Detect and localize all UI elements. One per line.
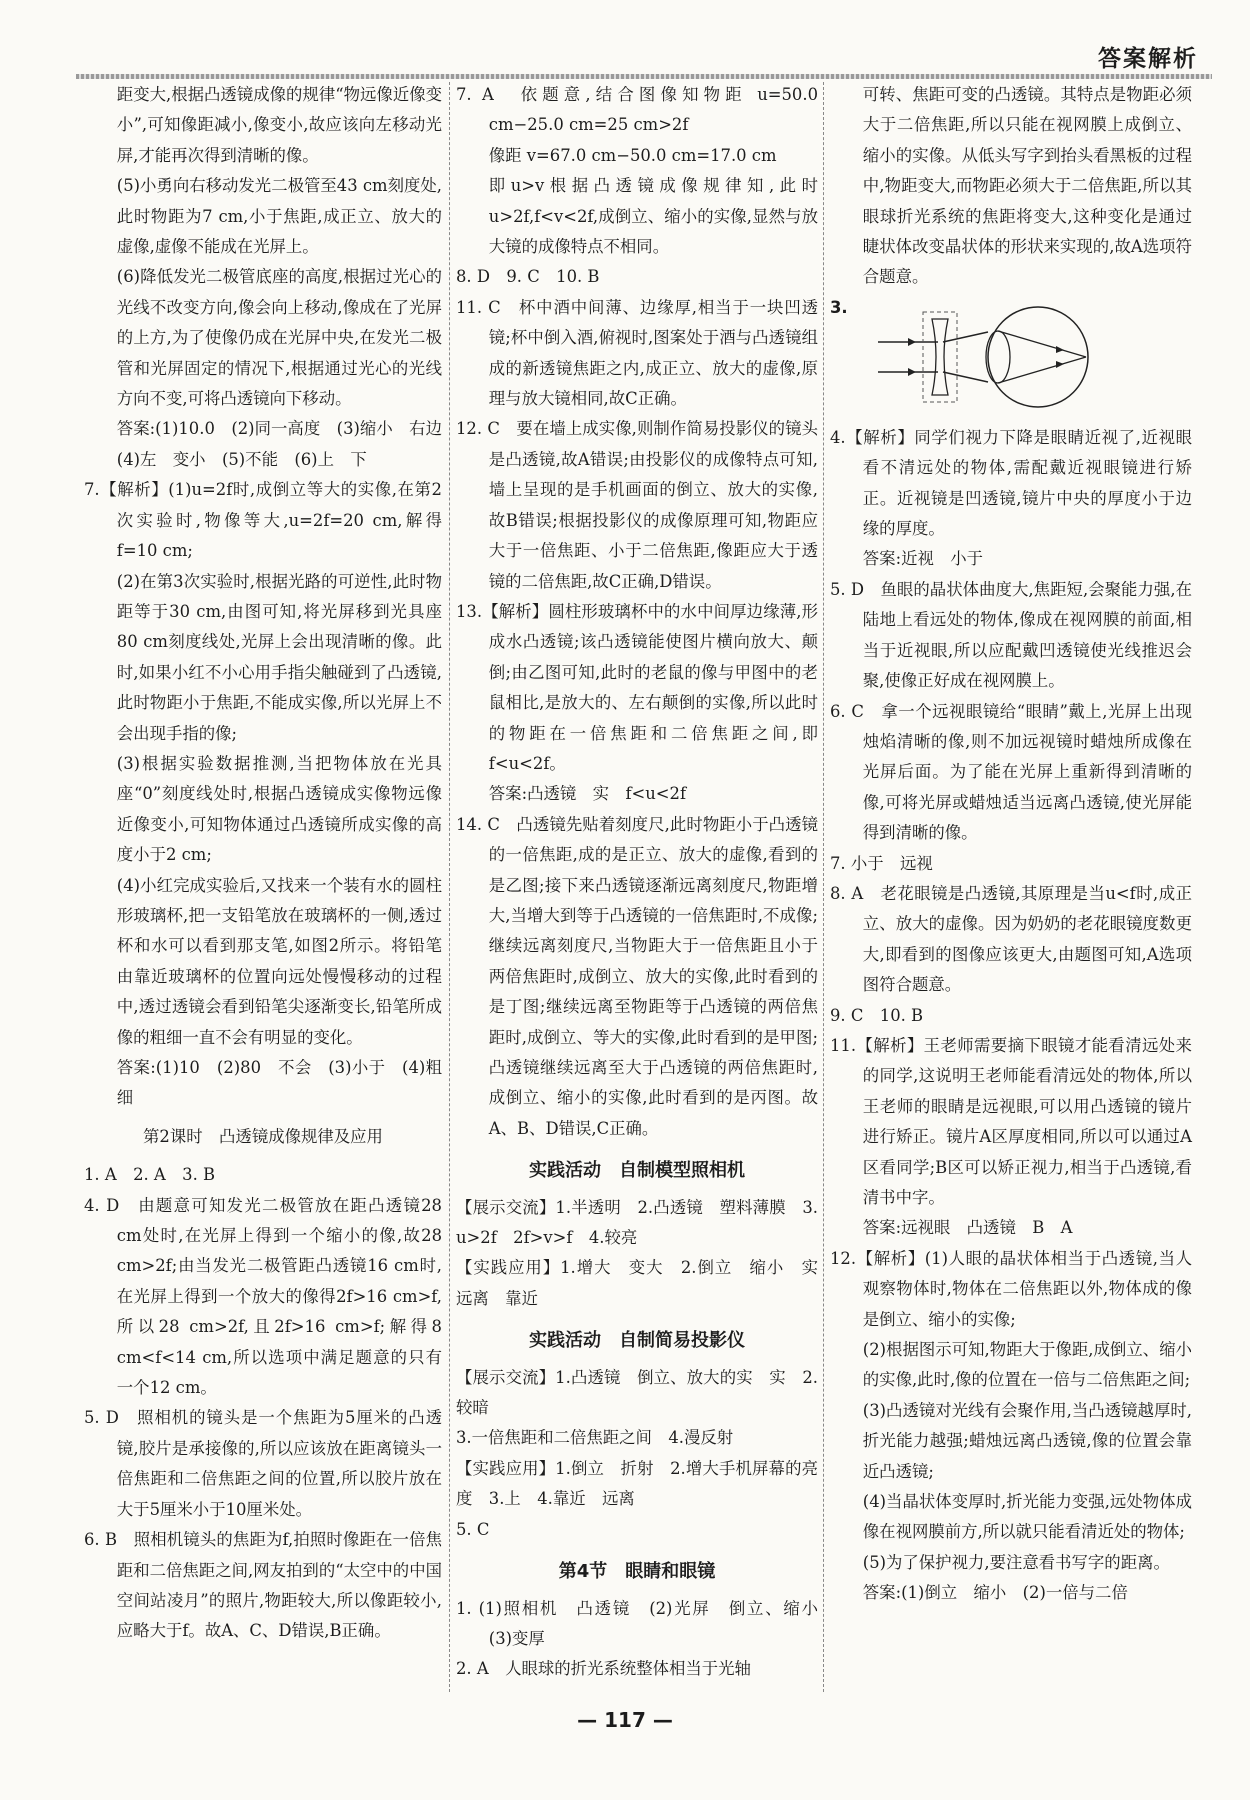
answer-paragraph: 2. A 人眼球的折光系统整体相当于光轴 xyxy=(456,1659,751,1679)
answer-paragraph: 4. D 由题意可知发光二极管放在距凸透镜28 cm处时,在光屏上得到一个缩小的像,故28 cm>2f;由当发光二极管距凸透镜16 cm时,在光屏上得到一个放大的像得2f>16 cm>f,所以28 cm>2f,且2f>16 cm>f;解得8 cm<f<14 cm,所以选项中满足题意的只有一个12 cm。 xyxy=(84,1195,442,1398)
answer-paragraph: 1. A 2. A 3. B xyxy=(84,1165,216,1185)
answer-paragraph: (5)小勇向右移动发光二极管至43 cm刻度处,此时物距为7 cm,小于焦距,成正立、放大的虚像,虚像不能成在光屏上。 xyxy=(116,176,442,257)
answer-paragraph: (4)当晶状体变厚时,折光能力变强,远处物体成像在视网膜前方,所以就只能看清近处的物体; xyxy=(862,1492,1192,1542)
column-separator xyxy=(823,82,824,1692)
answer-column-3 xyxy=(830,80,1192,1685)
answer-paragraph: 7. 小于 远视 xyxy=(830,853,933,873)
page-number: — 117 — xyxy=(577,1708,673,1732)
answer-column-2 xyxy=(456,80,835,1685)
answer-paragraph: 12.【解析】(1)人眼的晶状体相当于凸透镜,当人观察物体时,物体在二倍焦距以外,物体成的像是倒立、缩小的实像; xyxy=(830,1248,1192,1329)
answer-paragraph: 6. C 拿一个远视眼镜给“眼睛”戴上,光屏上出现烛焰清晰的像,则不加远视镜时蜡烛所成像在光屏后面。为了能在光屏上重新得到清晰的像,可将光屏或蜡烛适当远离凸透镜,使光屏能得到清晰的像。 xyxy=(830,701,1192,843)
header-rule xyxy=(76,74,1212,79)
section-heading: 第4节 眼睛和眼镜 xyxy=(558,1561,716,1583)
answer-paragraph: 可转、焦距可变的凸透镜。其特点是物距必须大于二倍焦距,所以只能在视网膜上成倒立、缩小的实像。从低头写字到抬头看黑板的过程中,物距变大,而物距必须大于二倍焦距,所以其眼球折光系统的焦距将变大,这种变化是通过睫状体改变晶状体的形状来实现的,故A选项符合题意。 xyxy=(862,85,1192,287)
answer-paragraph: 14. C 凸透镜先贴着刻度尺,此时物距小于凸透镜的一倍焦距,成的是正立、放大的虚像,看到的是乙图;接下来凸透镜逐渐远离刻度尺,物距增大,当增大到等于凸透镜的一倍焦距时,不成像;继续远离刻度尺,当物距大于一倍焦距且小于两倍焦距时,成倒立、放大的实像,此时看到的是丁图;继续远离至物距等于凸透镜的两倍焦距时,成倒立、等大的实像,此时看到的是甲图;凸透镜继续远离至大于凸透镜的两倍焦距时,成倒立、缩小的实像,此时看到的是丙图。故A、B、D错误,C正确。 xyxy=(456,814,818,1138)
answer-paragraph: 12. C 要在墙上成实像,则制作简易投影仪的镜头是凸透镜,故A错误;由投影仪的成像特点可知,墙上呈现的是手机画面的倒立、放大的实像,故B错误;根据投影仪的成像原理可知,物距应大于一倍焦距、小于二倍焦距,像距应大于透镜的二倍焦距,故C正确,D错误。 xyxy=(456,419,818,591)
answer-paragraph: 7.【解析】(1)u=2f时,成倒立等大的实像,在第2次实验时,物像等大,u=2f=20 cm,解得 f=10 cm; xyxy=(84,480,442,561)
answer-paragraph: 3.一倍焦距和二倍焦距之间 4.漫反射 xyxy=(456,1428,734,1448)
answer-paragraph: 11.【解析】王老师需要摘下眼镜才能看清远处来的同学,这说明王老师能看清远处的物体,所以王老师的眼睛是远视眼,可以用凸透镜的镜片进行矫正。镜片A区厚度相同,所以可以通过A区看同学;B区可以矫正视力,相当于凸透镜,看清书中字。 xyxy=(830,1035,1192,1207)
column-separator xyxy=(449,82,450,1692)
answer-paragraph: (3)根据实验数据推测,当把物体放在光具座“0”刻度线处时,根据凸透镜成实像物远像近像变小,可知物体通过凸透镜所成实像的高度小于2 cm; xyxy=(116,753,442,865)
answer-paragraph: 9. C 10. B xyxy=(830,1005,924,1025)
answer-paragraph: 1. (1)照相机 凸透镜 (2)光屏 倒立、缩小 (3)变厚 xyxy=(456,1598,835,1648)
answer-paragraph: 答案:(1)10 (2)80 不会 (3)小于 (4)粗细 xyxy=(116,1058,442,1108)
answer-paragraph: 【展示交流】1.半透明 2.凸透镜 塑料薄膜 3. u>2f 2f>v>f 4.较亮 xyxy=(456,1197,818,1248)
section-heading: 实践活动 自制简易投影仪 xyxy=(529,1330,745,1352)
answer-paragraph: 答案:(1)倒立 缩小 (2)一倍与二倍 xyxy=(862,1583,1128,1603)
answer-paragraph: (2)在第3次实验时,根据光路的可逆性,此时物距等于30 cm,由图可知,将光屏移到光具座80 cm刻度线处,光屏上会出现清晰的像。此时,如果小红不小心用手指尖触碰到了凸透镜,此时物距小于焦距,不能成实像,所以光屏上不会出现手指的像; xyxy=(116,571,442,743)
answer-paragraph: 5. D 照相机的镜头是一个焦距为5厘米的凸透镜,胶片是承接像的,所以应该放在距离镜头一倍焦距和二倍焦距之间的位置,所以胶片放在大于5厘米小于10厘米处。 xyxy=(84,1408,442,1519)
answer-paragraph: 【展示交流】1.凸透镜 倒立、放大的实 实 2.较暗 xyxy=(456,1367,818,1418)
answer-paragraph: 答案:远视眼 凸透镜 B A xyxy=(862,1218,1073,1238)
answer-paragraph: (2)根据图示可知,物距大于像距,成倒立、缩小的实像,此时,像的位置在一倍与二倍焦距之间; xyxy=(862,1340,1192,1390)
answer-paragraph: 6. B 照相机镜头的焦距为f,拍照时像距在一倍焦距和二倍焦距之间,网友拍到的“太空中的中国空间站凌月”的照片,物距较大,所以像距较小,应略大于f。故A、C、D错误,B正确。 xyxy=(84,1530,442,1641)
section-heading: 第2课时 凸透镜成像规律及应用 xyxy=(143,1126,383,1146)
answer-paragraph: (3)凸透镜对光线有会聚作用,当凸透镜越厚时,折光能力越强;蜡烛远离凸透镜,像的位置会靠近凸透镜; xyxy=(862,1400,1192,1481)
answer-paragraph: 13.【解析】圆柱形玻璃杯中的水中间厚边缘薄,形成水凸透镜;该凸透镜能使图片横向放大、颠倒;由乙图可知,此时的老鼠的像与甲图中的老鼠相比,是放大的、左右颠倒的实像,所以此时的物距在一倍焦距和二倍焦距之间,即 f<u<2f。 xyxy=(456,601,818,773)
answer-paragraph: 7. A 依题意,结合图像知物距 u=50.0 cm−25.0 cm=25 cm>2f xyxy=(456,85,818,135)
answer-paragraph: 距变大,根据凸透镜成像的规律“物远像近像变小”,可知像距减小,像变小,故应该向左移动光屏,才能再次得到清晰的像。 xyxy=(116,85,442,165)
answer-column-1 xyxy=(84,80,459,1685)
answer-paragraph: 5. D 鱼眼的晶状体曲度大,焦距短,会聚能力强,在陆地上看远处的物体,像成在视网膜的前面,相当于近视眼,所以应配戴凹透镜使光线推迟会聚,使像正好成在视网膜上。 xyxy=(830,579,1192,691)
answer-paragraph: (5)为了保护视力,要注意看书写字的距离。 xyxy=(862,1552,1170,1572)
answer-paragraph: (6)降低发光二极管底座的高度,根据过光心的光线不改变方向,像会向上移动,像成在了光屏的上方,为了使像仍成在光屏中央,在发光二极管和光屏固定的情况下,根据通过光心的光线方向不变,可将凸透镜向下移动。 xyxy=(116,267,442,409)
answer-paragraph: 8. D 9. C 10. B xyxy=(456,267,600,287)
answer-paragraph: 4.【解析】同学们视力下降是眼睛近视了,近视眼看不清远处的物体,需配戴近视眼镜进行矫正。近视镜是凹透镜,镜片中央的厚度小于边缘的厚度。 xyxy=(830,427,1192,539)
answer-paragraph: 【实践应用】1.倒立 折射 2.增大手机屏幕的亮度 3.上 4.靠近 远离 xyxy=(456,1458,818,1509)
header-title: 答案解析 xyxy=(1098,46,1198,72)
answer-paragraph: 5. C xyxy=(456,1519,490,1539)
answer-paragraph: 像距 v=67.0 cm−50.0 cm=17.0 cm xyxy=(488,145,777,165)
eye-lens-diagram xyxy=(830,293,1192,423)
diagram-question-number: 3. xyxy=(830,297,848,317)
answer-paragraph: 8. A 老花眼镜是凸透镜,其原理是当u<f时,成正立、放大的虚像。因为奶奶的老花眼镜度数更大,即看到的图像应该更大,由题图可知,A选项图符合题意。 xyxy=(830,883,1192,995)
answer-paragraph: 【实践应用】1.增大 变大 2.倒立 缩小 实 远离 靠近 xyxy=(456,1258,835,1308)
answer-paragraph: 即u>v根据凸透镜成像规律知,此时u>2f,f<v<2f,成倒立、缩小的实像,显然与放大镜的成像特点不相同。 xyxy=(488,176,818,257)
section-heading: 实践活动 自制模型照相机 xyxy=(529,1160,745,1182)
answer-paragraph: 答案:近视 小于 xyxy=(862,549,984,569)
answer-paragraph: (4)小红完成实验后,又找来一个装有水的圆柱形玻璃杯,把一支铅笔放在玻璃杯的一侧,透过杯和水可以看到那支笔,如图2所示。将铅笔由靠近玻璃杯的位置向远处慢慢移动的过程中,透过透镜会看到铅笔尖逐渐变长,铅笔所成像的粗细一直不会有明显的变化。 xyxy=(116,875,442,1047)
answer-paragraph: 答案:(1)10.0 (2)同一高度 (3)缩小 右边 (4)左 变小 (5)不能 (6)上 下 xyxy=(116,419,459,469)
answer-paragraph: 答案:凸透镜 实 f<u<2f xyxy=(488,784,687,804)
answer-paragraph: 11. C 杯中酒中间薄、边缘厚,相当于一块凹透镜;杯中倒入酒,俯视时,图案处于酒与凸透镜组成的新透镜焦距之内,成正立、放大的虚像,原理与放大镜相同,故C正确。 xyxy=(456,297,818,409)
